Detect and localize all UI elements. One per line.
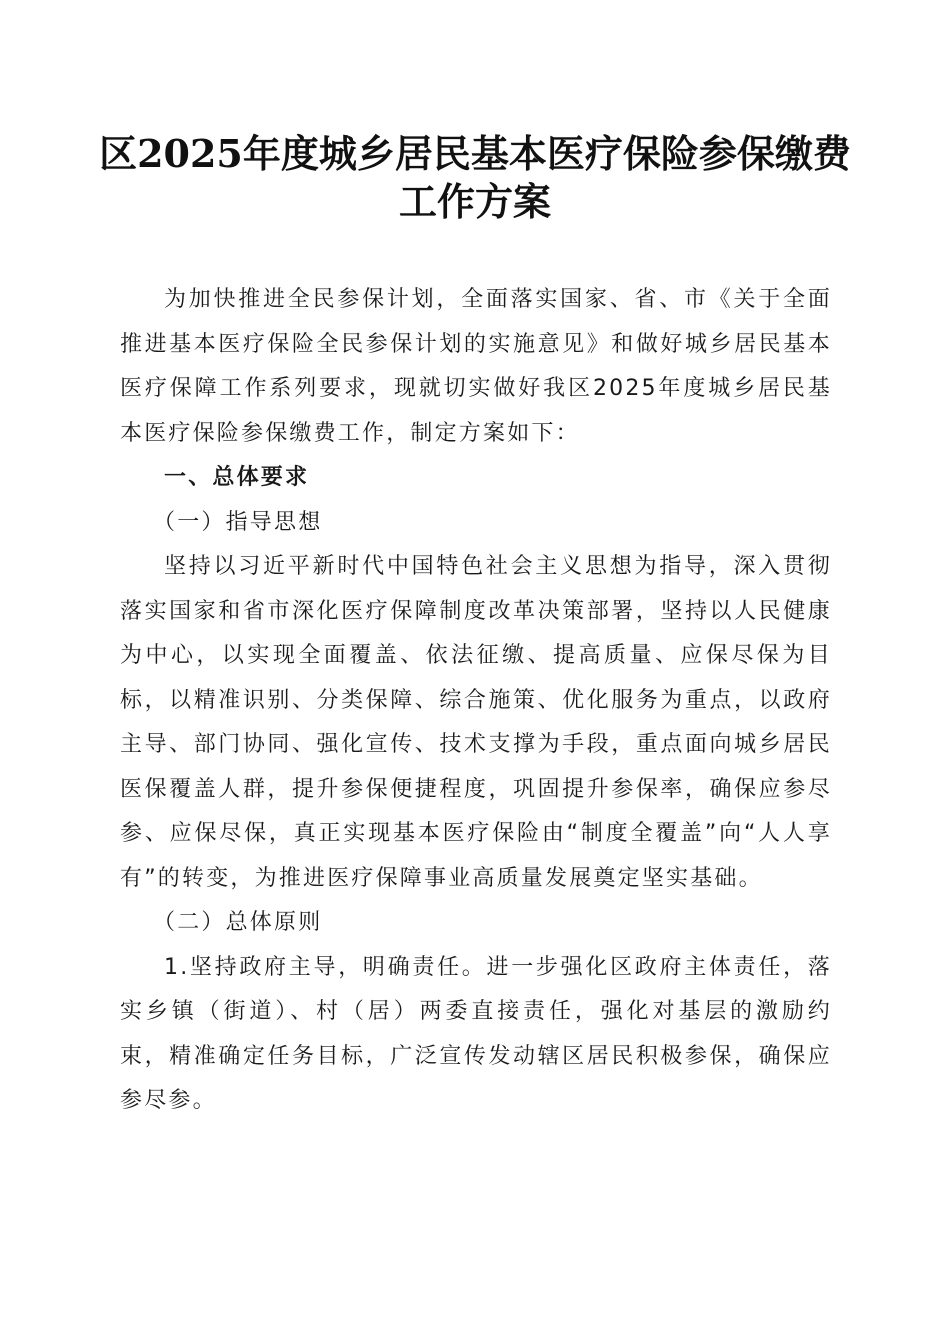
document-body xyxy=(120,278,832,1124)
title-line-1: 区2025年度城乡居民基本医疗保险参保缴费 xyxy=(99,131,851,176)
principle-1-paragraph: 1.坚持政府主导，明确责任。进一步强化区政府主体责任，落实乡镇（街道）、村（居）两委直接责任，强化对基层的激励约束，精准确定任务目标，广泛宣传发动辖区居民积极参保，确保应参尽参。 xyxy=(120,954,832,1113)
guiding-thought-paragraph: 坚持以习近平新时代中国特色社会主义思想为指导，深入贯彻落实国家和省市深化医疗保障制度改革决策部署，坚持以人民健康为中心，以实现全面覆盖、依法征缴、提高质量、应保尽保为目标，以精准识别、分类保障、综合施策、优化服务为重点，以政府主导、部门协同、强化宣传、技术支撑为手段，重点面向城乡居民医保覆盖人群，提升参保便捷程度，巩固提升参保率，确保应参尽参、应保尽保，真正实现基本医疗保险由“制度全覆盖”向“人人享有”的转变，为推进医疗保障事业高质量发展奠定坚实基础。 xyxy=(120,554,832,891)
title-line-2: 工作方案 xyxy=(398,179,551,224)
document-title xyxy=(90,130,860,226)
subsection-heading-guiding-thought: （一）指导思想 xyxy=(153,509,323,535)
section-heading-general-requirements: 一、总体要求 xyxy=(164,465,310,490)
intro-paragraph: 为加快推进全民参保计划，全面落实国家、省、市《关于全面推进基本医疗保险全民参保计划的实施意见》和做好城乡居民基本医疗保障工作系列要求，现就切实做好我区2025年度城乡居民基本医疗保险参保缴费工作，制定方案如下： xyxy=(120,287,832,446)
subsection-heading-general-principles: （二）总体原则 xyxy=(153,910,323,935)
